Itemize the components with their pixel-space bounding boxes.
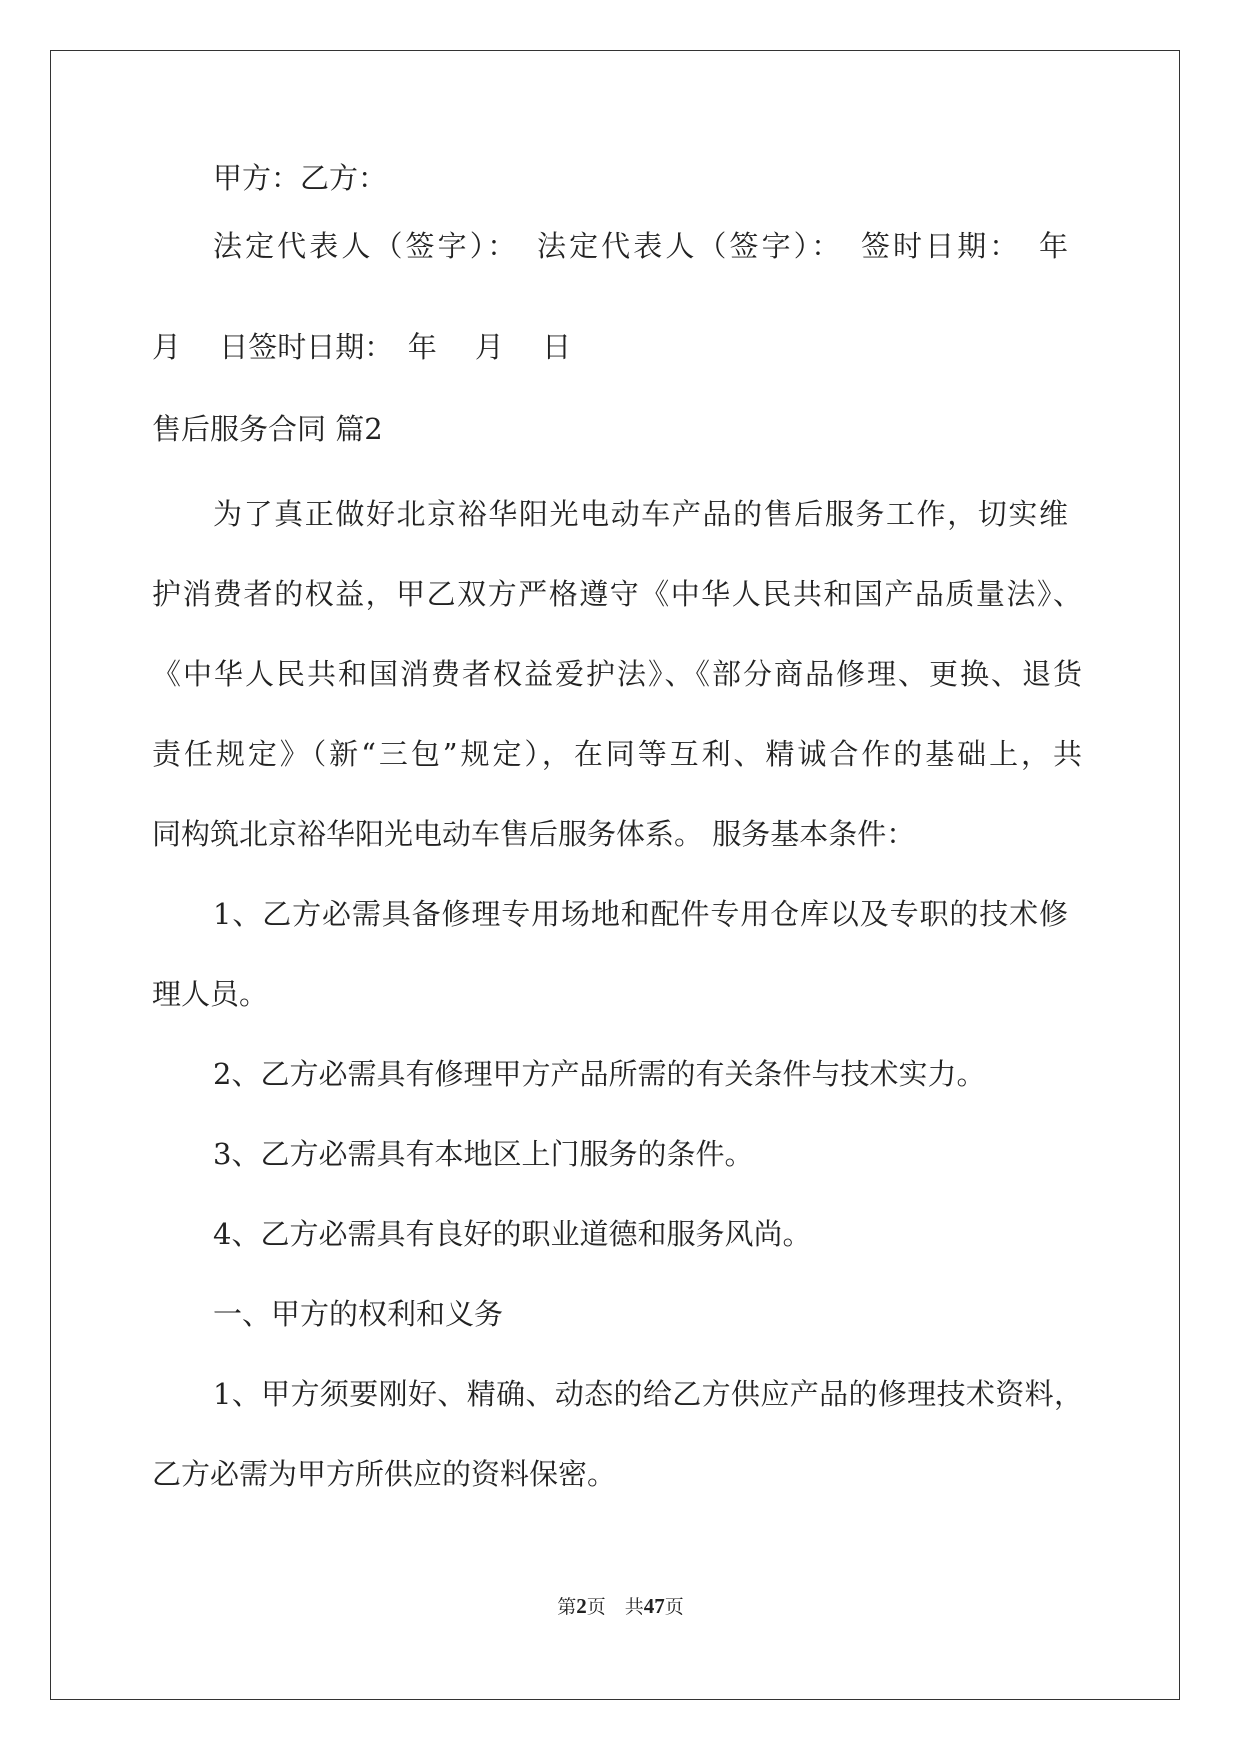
- subsection-heading: 一、甲方的权利和义务: [213, 1297, 504, 1331]
- paragraph-line: 同构筑北京裕华阳光电动车售后服务体系。 服务基本条件：: [152, 817, 916, 851]
- footer-middle: 页 共: [586, 1596, 644, 1618]
- signature-representatives-line: 法定代表人（签字）： 法定代表人（签字）： 签时日期： 年: [213, 229, 1068, 263]
- footer-prefix: 第: [557, 1596, 577, 1618]
- page-border: [50, 50, 1180, 1700]
- obligation-item: 1、甲方须要刚好、精确、动态的给乙方供应产品的修理技术资料，: [213, 1377, 1083, 1411]
- page-number-footer: [0, 1594, 1241, 1619]
- condition-item: 1、乙方必需具备修理专用场地和配件专用仓库以及专职的技术修: [213, 897, 1068, 931]
- obligation-item-continuation: 乙方必需为甲方所供应的资料保密。: [152, 1457, 617, 1491]
- footer-suffix: 页: [664, 1596, 684, 1618]
- paragraph-line: 责任规定》（新“三包”规定），在同等互利、精诚合作的基础上，共: [152, 737, 1082, 771]
- paragraph-line: 《中华人民共和国消费者权益爱护法》、《部分商品修理、更换、退货: [152, 657, 1082, 691]
- paragraph-line: 为了真正做好北京裕华阳光电动车产品的售后服务工作，切实维: [213, 497, 1068, 531]
- condition-item: 4、乙方必需具有良好的职业道德和服务风尚。: [213, 1217, 812, 1251]
- section-heading: 售后服务合同 篇2: [152, 412, 383, 446]
- current-page-number: 2: [576, 1594, 587, 1618]
- total-page-number: 47: [643, 1594, 665, 1618]
- condition-item: 3、乙方必需具有本地区上门服务的条件。: [213, 1137, 754, 1171]
- condition-item: 2、乙方必需具有修理甲方产品所需的有关条件与技术实力。: [213, 1057, 986, 1091]
- condition-item-continuation: 理人员。: [152, 977, 269, 1011]
- paragraph-line: 护消费者的权益，甲乙双方严格遵守《中华人民共和国产品质量法》、: [152, 577, 1082, 611]
- signature-date-line: 月 日签时日期： 年 月 日: [152, 330, 572, 364]
- signature-parties-line: 甲方：乙方：: [213, 161, 388, 195]
